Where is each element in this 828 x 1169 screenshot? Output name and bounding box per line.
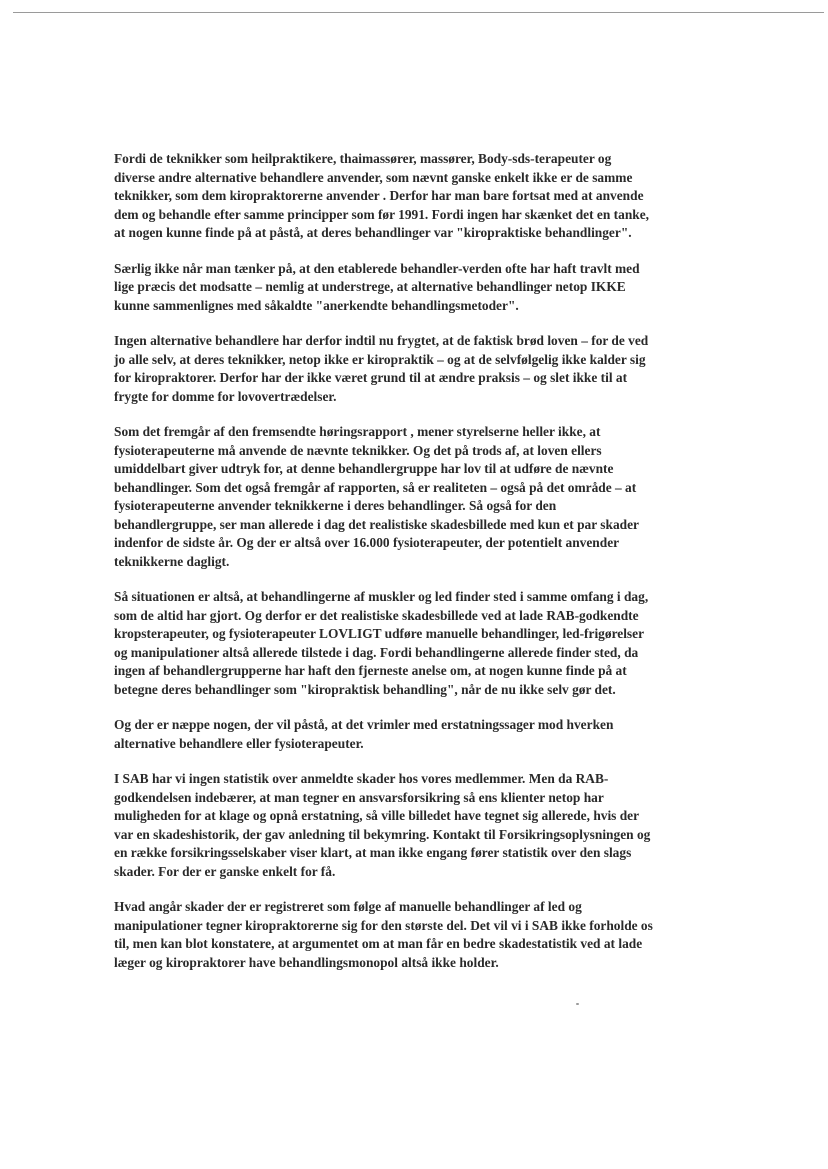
- text-line: dem og behandle efter samme principper som før 1991. Fordi ingen har skænket det en tanke,: [114, 206, 650, 222]
- text-line: Hvad angår skader der er registreret som følge af manuelle behandlinger af led og: [114, 899, 582, 914]
- paragraph: [114, 150, 739, 243]
- text-line: diverse andre alternative behandlere anvender, som nævnt ganske enkelt ikke er de samme: [114, 169, 633, 185]
- text-line: jo alle selv, at deres teknikker, netop ikke er kiropraktik – og at de selvfølgelig ikke kalder sig: [114, 351, 646, 367]
- text-line: behandlinger. Som det også fremgår af rapporten, så er realiteten – også på det område – at: [114, 479, 637, 495]
- document-body: [114, 150, 739, 989]
- text-line: var en skadeshistorik, der gav anledning til bekymring. Kontakt til Forsikringsoplysningen og: [114, 826, 651, 842]
- text-line: skader. For der er ganske enkelt for få.: [114, 863, 336, 879]
- text-line: behandlergruppe, ser man allerede i dag det realistiske skadesbillede med kun et par skader: [114, 516, 639, 532]
- text-line: fysioterapeuterne må anvende de nævnte teknikker. Og det på trods af, at loven ellers: [114, 442, 602, 458]
- text-line: indenfor de sidste år. Og der er altså over 16.000 fysioterapeuter, der potentielt anvender: [114, 535, 620, 550]
- text-line: godkendelsen indebærer, at man tegner en ansvarsforsikring så ens klienter netop har: [114, 789, 604, 805]
- text-line: teknikker, som dem kiropraktorerne anvender . Derfor har man bare fortsat med at anvende: [114, 188, 644, 203]
- paragraph: [114, 260, 739, 316]
- paragraph: [114, 588, 739, 699]
- text-line: I SAB har vi ingen statistik over anmeldte skader hos vores medlemmer. Men da RAB-: [114, 771, 609, 786]
- text-line: frygte for domme for lovovertrædelser.: [114, 388, 337, 404]
- text-line: kunne sammenlignes med såkaldte "anerkendte behandlingsmetoder".: [114, 297, 519, 313]
- text-line: en række forsikringsselskaber viser klart, at man ikke engang fører statistik over den slags: [114, 845, 632, 860]
- text-line: Som det fremgår af den fremsendte høringsrapport , mener styrelserne heller ikke, at: [114, 424, 601, 439]
- text-line: Og der er næppe nogen, der vil påstå, at det vrimler med erstatningssager mod hverken: [114, 717, 614, 732]
- text-line: læger og kiropraktorer have behandlingsmonopol altså ikke holder.: [114, 954, 499, 970]
- paragraph: [114, 332, 739, 406]
- header-rule: [13, 12, 824, 13]
- text-line: Særlig ikke når man tænker på, at den etablerede behandler-verden ofte har haft travlt med: [114, 260, 640, 276]
- scan-mark: [576, 1003, 579, 1005]
- text-line: som de altid har gjort. Og derfor er det realistiske skadesbillede ved at lade RAB-godkendte: [114, 607, 639, 623]
- text-line: teknikkerne dagligt.: [114, 553, 230, 569]
- text-line: at nogen kunne finde på at påstå, at deres behandlinger var "kiropraktiske behandlinger".: [114, 225, 632, 240]
- text-line: for kiropraktorer. Derfor har der ikke været grund til at ændre praksis – og slet ikke til at: [114, 370, 628, 385]
- paragraph: [114, 770, 739, 881]
- text-line: fysioterapeuterne anvender teknikkerne i deres behandlinger. Så også for den: [114, 498, 557, 513]
- text-line: Så situationen er altså, at behandlingerne af muskler og led finder sted i samme omfang i dag,: [114, 589, 649, 604]
- text-line: lige præcis det modsatte – nemlig at understrege, at alternative behandlinger netop IKKE: [114, 279, 626, 294]
- text-line: til, men kan blot konstatere, at argumentet om at man får en bedre skadestatistik ved at lade: [114, 936, 643, 951]
- paragraph: [114, 716, 739, 753]
- text-line: betegne deres behandlinger som "kiropraktisk behandling", når de nu ikke selv gør det.: [114, 681, 616, 697]
- text-line: muligheden for at klage og opnå erstatning, så ville billedet have tegnet sig allerede, hvis der: [114, 808, 640, 823]
- text-line: kropsterapeuter, og fysioterapeuter LOVLIGT udføre manuelle behandlinger, led-frigørelser: [114, 626, 645, 641]
- text-line: Fordi de teknikker som heilpraktikere, thaimassører, massører, Body-sds-terapeuter og: [114, 151, 612, 166]
- text-line: umiddelbart giver udtryk for, at denne behandlergruppe har lov til at udføre de nævnte: [114, 461, 614, 476]
- text-line: Ingen alternative behandlere har derfor indtil nu frygtet, at de faktisk brød loven – for de ved: [114, 333, 649, 348]
- paragraph: [114, 898, 739, 972]
- text-line: alternative behandlere eller fysioterapeuter.: [114, 735, 364, 751]
- text-line: ingen af behandlergrupperne har haft den fjerneste anelse om, at nogen kunne finde på at: [114, 663, 627, 678]
- paragraph: [114, 423, 739, 571]
- text-line: manipulationer tegner kiropraktorerne sig for den største del. Det vil vi i SAB ikke forholde os: [114, 917, 653, 933]
- text-line: og manipulationer altså allerede tilstede i dag. Fordi behandlingerne allerede finder sted, da: [114, 644, 639, 660]
